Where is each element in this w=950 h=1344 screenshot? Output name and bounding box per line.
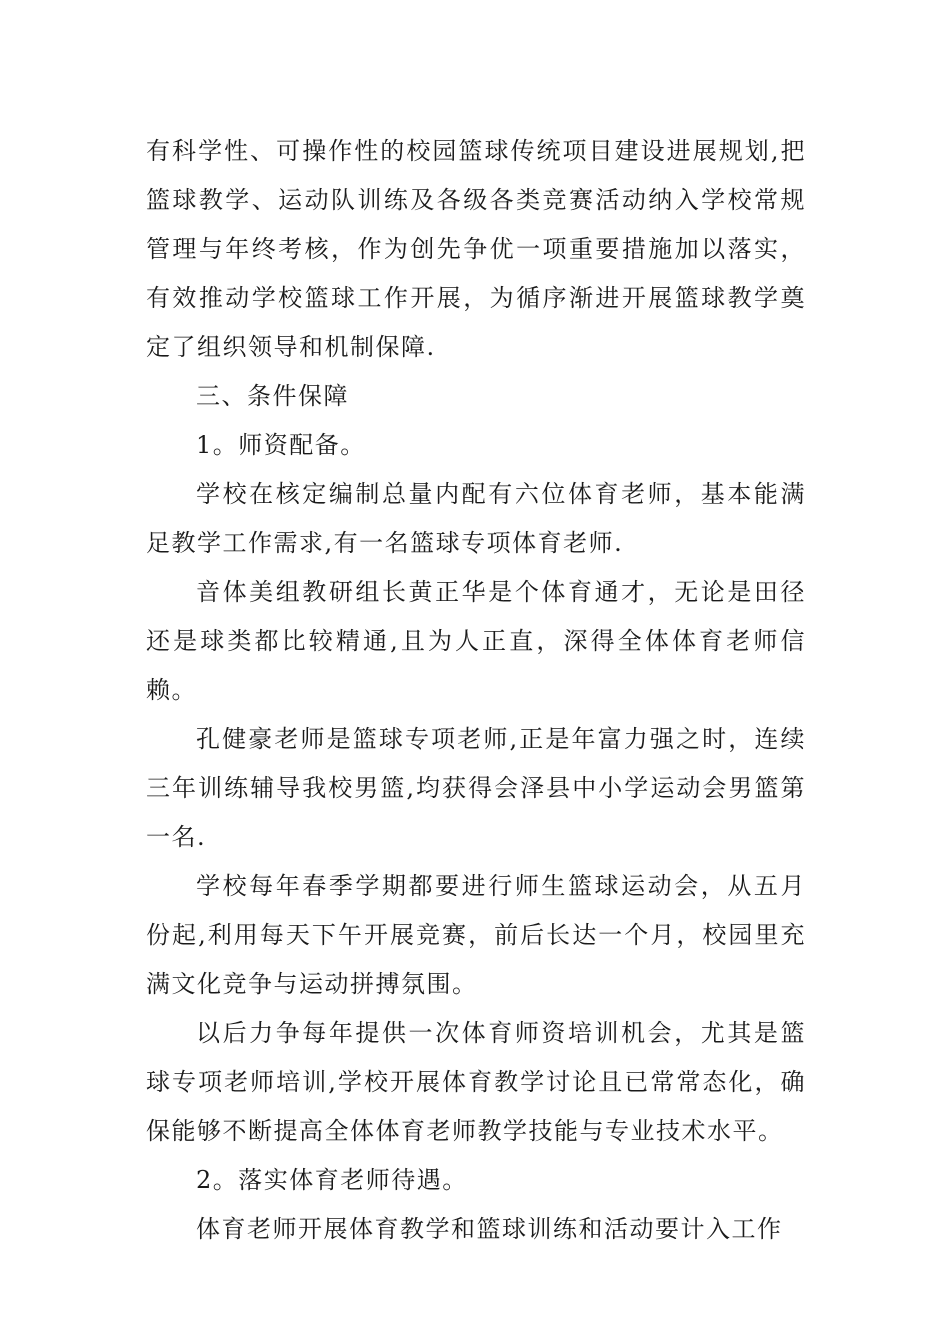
paragraph-continuation: 有科学性、可操作性的校园篮球传统项目建设进展规划,把篮球教学、运动队训练及各级各类竞赛活动纳入学校常规管理与年终考核，作为创先争优一项重要措施加以落实，有效推动学校篮球工作开展，为循序渐进开展篮球教学奠定了组织领导和机制保障. [146,137,806,361]
document-body [146,127,806,1254]
subheading-teacher-staffing: 1。师资配备。 [196,431,366,459]
paragraph-teacher-count: 学校在核定编制总量内配有六位体育老师，基本能满足教学工作需求,有一名篮球专项体育老师. [146,480,806,557]
paragraph-team-leader: 音体美组教研组长黄正华是个体育通才，无论是田径还是球类都比较精通,且为人正直，深得全体体育老师信赖。 [146,578,806,704]
paragraph-basketball-teacher: 孔健豪老师是篮球专项老师,正是年富力强之时，连续三年训练辅导我校男篮,均获得会泽县中小学运动会男篮第一名. [146,725,806,851]
subheading-teacher-benefits: 2。落实体育老师待遇。 [196,1166,468,1194]
paragraph-workload: 体育老师开展体育教学和篮球训练和活动要计入工作 [196,1215,783,1243]
paragraph-sports-meet: 学校每年春季学期都要进行师生篮球运动会，从五月份起,利用每天下午开展竞赛，前后长达一个月，校园里充满文化竞争与运动拼搏氛围。 [146,872,806,998]
paragraph-training: 以后力争每年提供一次体育师资培训机会，尤其是篮球专项老师培训,学校开展体育教学讨论且已常常态化，确保能够不断提高全体体育老师教学技能与专业技术水平。 [146,1019,806,1145]
section-heading-conditions: 三、条件保障 [196,382,349,410]
